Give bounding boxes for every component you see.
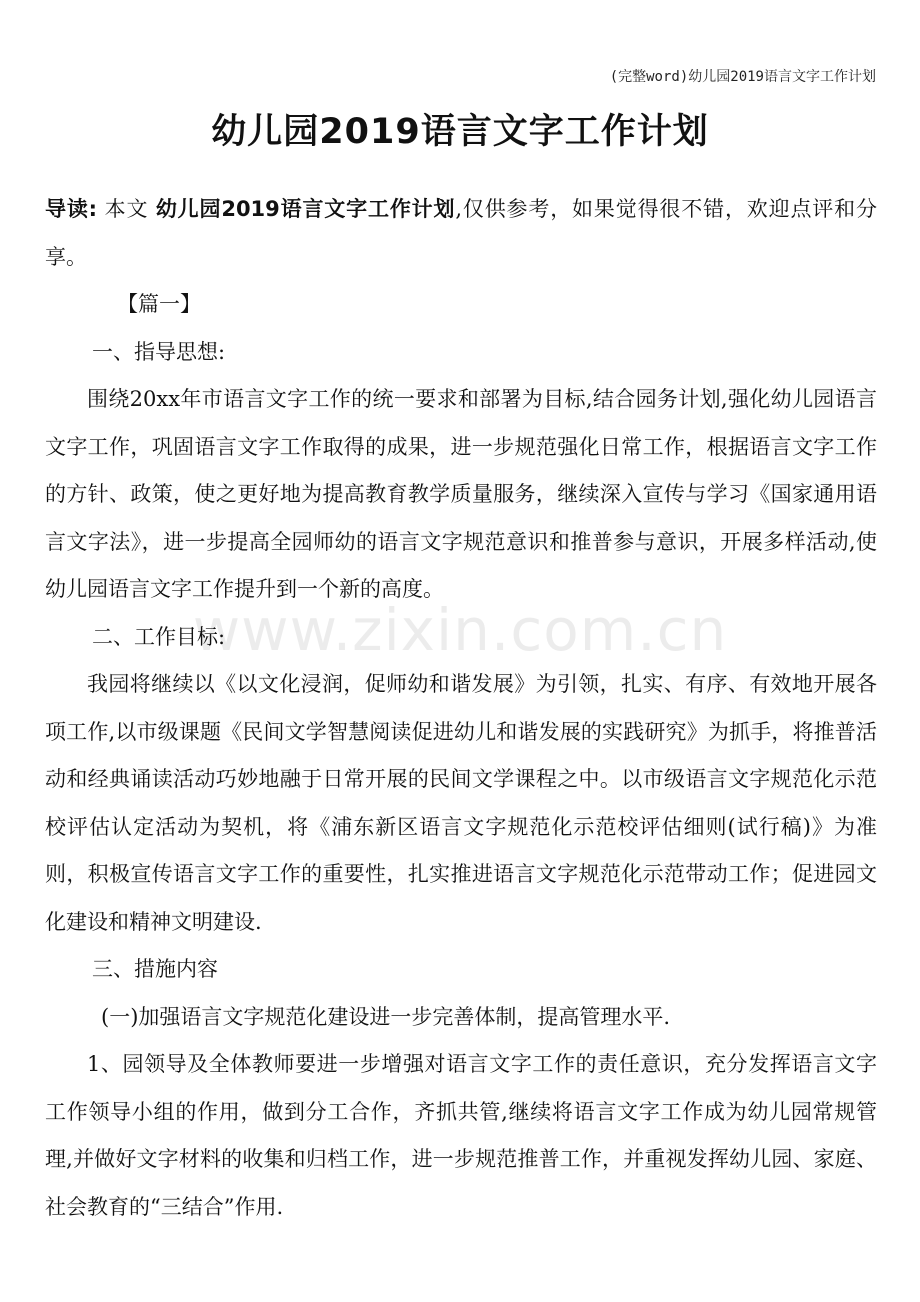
section-3-item-1: 1、园领导及全体教师要进一步增强对语言文字工作的责任意识，充分发挥语言文字工作领导小组的作用，做到分工合作，齐抓共管,继续将语言文字工作成为幼儿园常规管理,并做好文字材料的收集和归档工作，进一步规范推普工作，并重视发挥幼儿园、家庭、社会教育的“三结合”作用. (45, 1052, 877, 1219)
document-body (45, 186, 877, 1231)
watermark-text: www.zixin.com.cn (192, 596, 728, 664)
section-1-body: 围绕20xx年市语言文字工作的统一要求和部署为目标,结合园务计划,强化幼儿园语言文字工作，巩固语言文字工作取得的成果，进一步规范强化日常工作，根据语言文字工作的方针、政策，使之更好地为提高教育教学质量服务，继续深入宣传与学习《国家通用语言文字法》，进一步提高全园师幼的语言文字规范意识和推普参与意识，开展多样活动,使幼儿园语言文字工作提升到一个新的高度。 (45, 387, 877, 601)
page-header-note: (完整word)幼儿园2019语言文字工作计划 (609, 69, 876, 85)
intro-label: 导读: (45, 197, 98, 221)
intro-text-a: 本文 (97, 197, 156, 221)
section-2-body: 我园将继续以《以文化浸润，促师幼和谐发展》为引领，扎实、有序、有效地开展各项工作,以市级课题《民间文学智慧阅读促进幼儿和谐发展的实践研究》为抓手，将推普活动和经典诵读活动巧妙地融于日常开展的民间文学课程之中。以市级语言文字规范化示范校评估认定活动为契机，将《浦东新区语言文字规范化示范校评估细则(试行稿)》为准则，积极宣传语言文字工作的重要性，扎实推进语言文字规范化示范带动工作；促进园文化建设和精神文明建设. (45, 672, 877, 934)
section-3-heading: 三、措施内容 (92, 957, 218, 981)
part-label: 【篇一】 (117, 292, 201, 316)
intro-paragraph (45, 186, 877, 281)
section-1-heading: 一、指导思想: (92, 339, 226, 364)
page-title: 幼儿园2019语言文字工作计划 (211, 112, 709, 152)
intro-text-b: ,仅供参考，如果觉得很不错，欢迎点评和分享。 (45, 197, 877, 269)
section-3-subheading: (一)加强语言文字规范化建设进一步完善体制，提高管理水平. (101, 1004, 671, 1029)
intro-doc-name: 幼儿园2019语言文字工作计划 (155, 197, 456, 221)
section-2-heading: 二、工作目标: (92, 624, 226, 649)
